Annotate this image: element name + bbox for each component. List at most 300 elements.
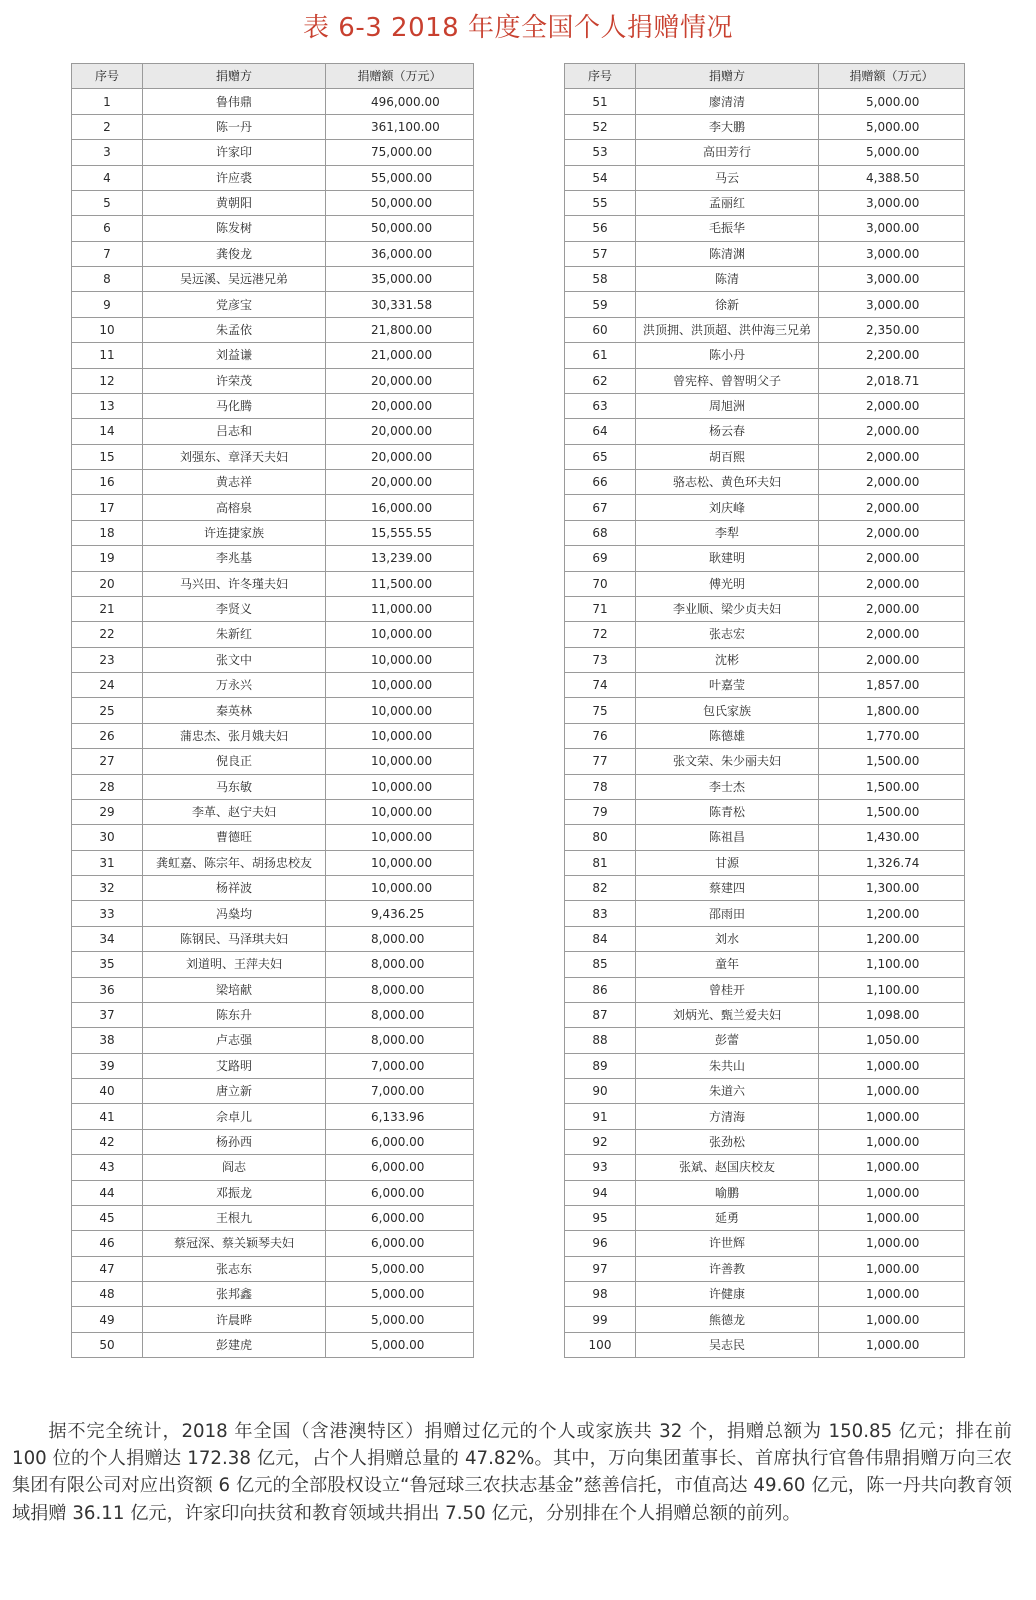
row-number: 68 [565, 520, 636, 545]
table-row [565, 876, 965, 901]
donation-amount: 8,000.00 [326, 926, 474, 951]
table-row [72, 1104, 474, 1129]
donor-name: 沈彬 [636, 647, 819, 672]
table-row [565, 495, 965, 520]
table-row [565, 241, 965, 266]
donor-name: 毛振华 [636, 216, 819, 241]
donor-name: 龚虹嘉、陈宗年、胡扬忠校友 [143, 850, 326, 875]
row-number: 96 [565, 1231, 636, 1256]
donor-name: 张劲松 [636, 1129, 819, 1154]
donation-amount: 20,000.00 [326, 368, 474, 393]
table-row [72, 140, 474, 165]
row-number: 88 [565, 1028, 636, 1053]
donation-amount: 20,000.00 [326, 419, 474, 444]
donor-name: 傅光明 [636, 571, 819, 596]
table-row [72, 977, 474, 1002]
donor-name: 孟丽红 [636, 190, 819, 215]
donation-amount: 10,000.00 [326, 749, 474, 774]
donation-amount: 10,000.00 [326, 673, 474, 698]
row-number: 75 [565, 698, 636, 723]
table-row [565, 114, 965, 139]
table-row [72, 1332, 474, 1357]
donation-amount: 8,000.00 [326, 1002, 474, 1027]
donor-name: 朱道六 [636, 1079, 819, 1104]
donation-amount: 1,000.00 [819, 1307, 965, 1332]
table-row [565, 470, 965, 495]
donor-name: 陈一丹 [143, 114, 326, 139]
header-no: 序号 [565, 64, 636, 89]
donor-name: 甘源 [636, 850, 819, 875]
row-number: 69 [565, 546, 636, 571]
table-row [72, 749, 474, 774]
row-number: 64 [565, 419, 636, 444]
row-number: 58 [565, 267, 636, 292]
donor-name: 李革、赵宁夫妇 [143, 799, 326, 824]
row-number: 25 [72, 698, 143, 723]
table-row [72, 114, 474, 139]
table-row [565, 1129, 965, 1154]
table-row [565, 647, 965, 672]
donor-name: 陈清渊 [636, 241, 819, 266]
donation-amount: 1,100.00 [819, 977, 965, 1002]
donor-name: 蔡建四 [636, 876, 819, 901]
donor-name: 周旭洲 [636, 393, 819, 418]
table-row [565, 1079, 965, 1104]
donation-amount: 6,000.00 [326, 1205, 474, 1230]
donor-name: 张志宏 [636, 622, 819, 647]
donor-name: 马兴田、许冬瑾夫妇 [143, 571, 326, 596]
donor-name: 王根九 [143, 1205, 326, 1230]
row-number: 93 [565, 1155, 636, 1180]
donation-amount: 1,430.00 [819, 825, 965, 850]
donation-amount: 1,000.00 [819, 1129, 965, 1154]
donor-name: 骆志松、黄色环夫妇 [636, 470, 819, 495]
table-row [565, 165, 965, 190]
row-number: 7 [72, 241, 143, 266]
table-row [72, 825, 474, 850]
table-row [565, 1231, 965, 1256]
donor-name: 刘庆峰 [636, 495, 819, 520]
donation-amount: 8,000.00 [326, 1028, 474, 1053]
donor-name: 刘水 [636, 926, 819, 951]
donation-amount: 1,000.00 [819, 1180, 965, 1205]
donor-name: 陈发树 [143, 216, 326, 241]
row-number: 77 [565, 749, 636, 774]
table-row [565, 343, 965, 368]
table-row [565, 1104, 965, 1129]
donation-amount: 1,326.74 [819, 850, 965, 875]
table-row [72, 926, 474, 951]
donor-name: 杨云春 [636, 419, 819, 444]
donor-name: 倪良正 [143, 749, 326, 774]
row-number: 54 [565, 165, 636, 190]
table-row [72, 901, 474, 926]
donation-amount: 50,000.00 [326, 190, 474, 215]
table-row [565, 1053, 965, 1078]
donation-amount: 20,000.00 [326, 470, 474, 495]
donor-name: 黄志祥 [143, 470, 326, 495]
table-body-left [72, 89, 474, 1358]
donor-name: 叶嘉莹 [636, 673, 819, 698]
donation-amount: 30,331.58 [326, 292, 474, 317]
donation-amount: 10,000.00 [326, 698, 474, 723]
table-row [565, 1307, 965, 1332]
donation-amount: 1,500.00 [819, 774, 965, 799]
donor-name: 洪顶拥、洪顶超、洪仲海三兄弟 [636, 317, 819, 342]
donation-amount: 5,000.00 [326, 1256, 474, 1281]
donation-amount: 5,000.00 [819, 114, 965, 139]
donor-name: 龚俊龙 [143, 241, 326, 266]
donor-name: 佘卓儿 [143, 1104, 326, 1129]
donation-amount: 1,100.00 [819, 952, 965, 977]
table-row [565, 1155, 965, 1180]
table-row [565, 393, 965, 418]
row-number: 29 [72, 799, 143, 824]
donor-name: 李犁 [636, 520, 819, 545]
table-row [72, 419, 474, 444]
donation-amount: 2,018.71 [819, 368, 965, 393]
donor-name: 吕志和 [143, 419, 326, 444]
donor-name: 党彦宝 [143, 292, 326, 317]
donor-name: 杨祥波 [143, 876, 326, 901]
donation-amount: 3,000.00 [819, 267, 965, 292]
donation-amount: 2,000.00 [819, 393, 965, 418]
row-number: 71 [565, 596, 636, 621]
donor-name: 许世辉 [636, 1231, 819, 1256]
table-row [72, 1079, 474, 1104]
row-number: 19 [72, 546, 143, 571]
row-number: 21 [72, 596, 143, 621]
table-row [565, 140, 965, 165]
table-row [72, 495, 474, 520]
donor-name: 包氏家族 [636, 698, 819, 723]
table-row [72, 596, 474, 621]
table-row [72, 698, 474, 723]
donation-amount: 1,770.00 [819, 723, 965, 748]
row-number: 67 [565, 495, 636, 520]
donation-amount: 3,000.00 [819, 241, 965, 266]
table-row [72, 190, 474, 215]
table-row [72, 393, 474, 418]
donor-name: 许应裘 [143, 165, 326, 190]
donation-amount: 10,000.00 [326, 825, 474, 850]
donation-amount: 10,000.00 [326, 647, 474, 672]
table-row [565, 926, 965, 951]
donation-amount: 6,000.00 [326, 1129, 474, 1154]
row-number: 26 [72, 723, 143, 748]
table-row [565, 546, 965, 571]
table-row [72, 1205, 474, 1230]
donor-name: 李大鹏 [636, 114, 819, 139]
donor-name: 李业顺、梁少贞夫妇 [636, 596, 819, 621]
table-row [72, 546, 474, 571]
donation-amount: 1,000.00 [819, 1332, 965, 1357]
donor-name: 李士杰 [636, 774, 819, 799]
donor-name: 蔡冠深、蔡关颖琴夫妇 [143, 1231, 326, 1256]
table-row [72, 774, 474, 799]
table-row [565, 825, 965, 850]
donation-amount: 55,000.00 [326, 165, 474, 190]
table-row [565, 1332, 965, 1357]
donation-amount: 11,000.00 [326, 596, 474, 621]
donation-amount: 5,000.00 [326, 1307, 474, 1332]
donation-amount: 7,000.00 [326, 1079, 474, 1104]
row-number: 12 [72, 368, 143, 393]
donation-amount: 10,000.00 [326, 876, 474, 901]
donor-name: 许家印 [143, 140, 326, 165]
row-number: 5 [72, 190, 143, 215]
donor-name: 张文中 [143, 647, 326, 672]
row-number: 44 [72, 1180, 143, 1205]
donation-amount: 1,000.00 [819, 1282, 965, 1307]
donor-name: 许荣茂 [143, 368, 326, 393]
donation-amount: 1,000.00 [819, 1155, 965, 1180]
donor-name: 陈青松 [636, 799, 819, 824]
donation-amount: 35,000.00 [326, 267, 474, 292]
table-row [72, 1282, 474, 1307]
row-number: 45 [72, 1205, 143, 1230]
row-number: 50 [72, 1332, 143, 1357]
donation-amount: 50,000.00 [326, 216, 474, 241]
donor-name: 张邦鑫 [143, 1282, 326, 1307]
row-number: 2 [72, 114, 143, 139]
table-row [72, 1129, 474, 1154]
donation-amount: 2,200.00 [819, 343, 965, 368]
donor-name: 延勇 [636, 1205, 819, 1230]
donor-name: 童年 [636, 952, 819, 977]
table-row [72, 1002, 474, 1027]
donor-name: 马云 [636, 165, 819, 190]
row-number: 83 [565, 901, 636, 926]
table-row [565, 190, 965, 215]
table-header-row [72, 64, 474, 89]
donor-name: 熊德龙 [636, 1307, 819, 1332]
donation-amount: 3,000.00 [819, 190, 965, 215]
table-row [72, 343, 474, 368]
row-number: 20 [72, 571, 143, 596]
row-number: 53 [565, 140, 636, 165]
donor-name: 朱孟依 [143, 317, 326, 342]
donation-amount: 6,133.96 [326, 1104, 474, 1129]
row-number: 16 [72, 470, 143, 495]
table-row [72, 1180, 474, 1205]
donation-amount: 4,388.50 [819, 165, 965, 190]
donation-amount: 9,436.25 [326, 901, 474, 926]
row-number: 91 [565, 1104, 636, 1129]
table-row [72, 444, 474, 469]
donation-amount: 2,000.00 [819, 419, 965, 444]
donor-name: 徐新 [636, 292, 819, 317]
table-row [72, 876, 474, 901]
donor-name: 许晨晔 [143, 1307, 326, 1332]
row-number: 49 [72, 1307, 143, 1332]
donor-name: 李贤义 [143, 596, 326, 621]
table-row [72, 1155, 474, 1180]
donor-name: 曹德旺 [143, 825, 326, 850]
donation-amount: 1,000.00 [819, 1104, 965, 1129]
donor-name: 张志东 [143, 1256, 326, 1281]
donor-name: 梁培献 [143, 977, 326, 1002]
row-number: 6 [72, 216, 143, 241]
row-number: 27 [72, 749, 143, 774]
table-row [565, 368, 965, 393]
row-number: 84 [565, 926, 636, 951]
donor-name: 陈钢民、马泽琪夫妇 [143, 926, 326, 951]
donor-name: 曾桂开 [636, 977, 819, 1002]
donor-name: 蒲忠杰、张月娥夫妇 [143, 723, 326, 748]
table-row [72, 571, 474, 596]
donation-amount: 1,000.00 [819, 1256, 965, 1281]
donor-name: 杨孙西 [143, 1129, 326, 1154]
row-number: 97 [565, 1256, 636, 1281]
row-number: 4 [72, 165, 143, 190]
donation-amount: 2,350.00 [819, 317, 965, 342]
row-number: 39 [72, 1053, 143, 1078]
row-number: 81 [565, 850, 636, 875]
row-number: 17 [72, 495, 143, 520]
donation-amount: 1,000.00 [819, 1053, 965, 1078]
donation-amount: 10,000.00 [326, 799, 474, 824]
donor-name: 黄朝阳 [143, 190, 326, 215]
donation-amount: 496,000.00 [326, 89, 474, 114]
table-row [72, 1307, 474, 1332]
donor-name: 张斌、赵国庆校友 [636, 1155, 819, 1180]
header-donor: 捐赠方 [143, 64, 326, 89]
donor-name: 刘炳光、甄兰爱夫妇 [636, 1002, 819, 1027]
table-row [565, 850, 965, 875]
donor-name: 许健康 [636, 1282, 819, 1307]
row-number: 100 [565, 1332, 636, 1357]
table-row [72, 216, 474, 241]
donor-name: 胡百熙 [636, 444, 819, 469]
table-row [72, 850, 474, 875]
row-number: 57 [565, 241, 636, 266]
donation-amount: 21,800.00 [326, 317, 474, 342]
table-row [565, 444, 965, 469]
row-number: 22 [72, 622, 143, 647]
row-number: 32 [72, 876, 143, 901]
donation-amount: 3,000.00 [819, 216, 965, 241]
table-row [72, 165, 474, 190]
table-row [72, 622, 474, 647]
row-number: 70 [565, 571, 636, 596]
row-number: 18 [72, 520, 143, 545]
donation-amount: 1,857.00 [819, 673, 965, 698]
row-number: 60 [565, 317, 636, 342]
donation-amount: 1,000.00 [819, 1231, 965, 1256]
donor-name: 阎志 [143, 1155, 326, 1180]
donation-amount: 1,200.00 [819, 901, 965, 926]
donation-amount: 3,000.00 [819, 292, 965, 317]
table-row [565, 622, 965, 647]
donation-amount: 1,050.00 [819, 1028, 965, 1053]
donor-name: 高榕泉 [143, 495, 326, 520]
row-number: 51 [565, 89, 636, 114]
donation-amount: 16,000.00 [326, 495, 474, 520]
row-number: 52 [565, 114, 636, 139]
donor-name: 秦英林 [143, 698, 326, 723]
table-row [565, 952, 965, 977]
table-row [72, 292, 474, 317]
donor-name: 邓振龙 [143, 1180, 326, 1205]
table-row [72, 520, 474, 545]
row-number: 38 [72, 1028, 143, 1053]
donor-name: 刘道明、王萍夫妇 [143, 952, 326, 977]
donation-amount: 1,000.00 [819, 1205, 965, 1230]
donation-amount: 5,000.00 [326, 1332, 474, 1357]
row-number: 98 [565, 1282, 636, 1307]
row-number: 62 [565, 368, 636, 393]
table-row [72, 1053, 474, 1078]
row-number: 31 [72, 850, 143, 875]
donor-name: 许连捷家族 [143, 520, 326, 545]
donor-name: 朱新红 [143, 622, 326, 647]
table-row [565, 267, 965, 292]
table-row [565, 596, 965, 621]
table-row [565, 1002, 965, 1027]
row-number: 95 [565, 1205, 636, 1230]
donation-amount: 1,200.00 [819, 926, 965, 951]
donor-name: 耿建明 [636, 546, 819, 571]
donor-name: 马化腾 [143, 393, 326, 418]
row-number: 11 [72, 343, 143, 368]
row-number: 10 [72, 317, 143, 342]
table-row [565, 520, 965, 545]
row-number: 74 [565, 673, 636, 698]
row-number: 14 [72, 419, 143, 444]
donor-name: 陈清 [636, 267, 819, 292]
row-number: 86 [565, 977, 636, 1002]
row-number: 85 [565, 952, 636, 977]
donor-name: 陈小丹 [636, 343, 819, 368]
donation-amount: 1,000.00 [819, 1079, 965, 1104]
donation-amount: 2,000.00 [819, 470, 965, 495]
donation-amount: 6,000.00 [326, 1155, 474, 1180]
donor-name: 曾宪梓、曾智明父子 [636, 368, 819, 393]
table-row [565, 698, 965, 723]
donation-amount: 1,300.00 [819, 876, 965, 901]
donation-amount: 10,000.00 [326, 774, 474, 799]
donation-amount: 10,000.00 [326, 622, 474, 647]
table-row [565, 774, 965, 799]
donation-amount: 36,000.00 [326, 241, 474, 266]
donor-name: 刘强东、章泽天夫妇 [143, 444, 326, 469]
table-row [72, 241, 474, 266]
header-amount: 捐赠额（万元） [326, 64, 474, 89]
donation-amount: 361,100.00 [326, 114, 474, 139]
donation-amount: 11,500.00 [326, 571, 474, 596]
donor-name: 许善教 [636, 1256, 819, 1281]
donor-name: 吴远溪、吴远港兄弟 [143, 267, 326, 292]
table-row [72, 1256, 474, 1281]
table-row [72, 89, 474, 114]
row-number: 15 [72, 444, 143, 469]
row-number: 42 [72, 1129, 143, 1154]
row-number: 24 [72, 673, 143, 698]
row-number: 82 [565, 876, 636, 901]
table-row [72, 799, 474, 824]
donor-name: 卢志强 [143, 1028, 326, 1053]
table-row [565, 571, 965, 596]
donor-name: 刘益谦 [143, 343, 326, 368]
row-number: 8 [72, 267, 143, 292]
row-number: 56 [565, 216, 636, 241]
donations-table-left [71, 63, 474, 1358]
row-number: 13 [72, 393, 143, 418]
row-number: 78 [565, 774, 636, 799]
donation-amount: 2,000.00 [819, 520, 965, 545]
donation-amount: 75,000.00 [326, 140, 474, 165]
